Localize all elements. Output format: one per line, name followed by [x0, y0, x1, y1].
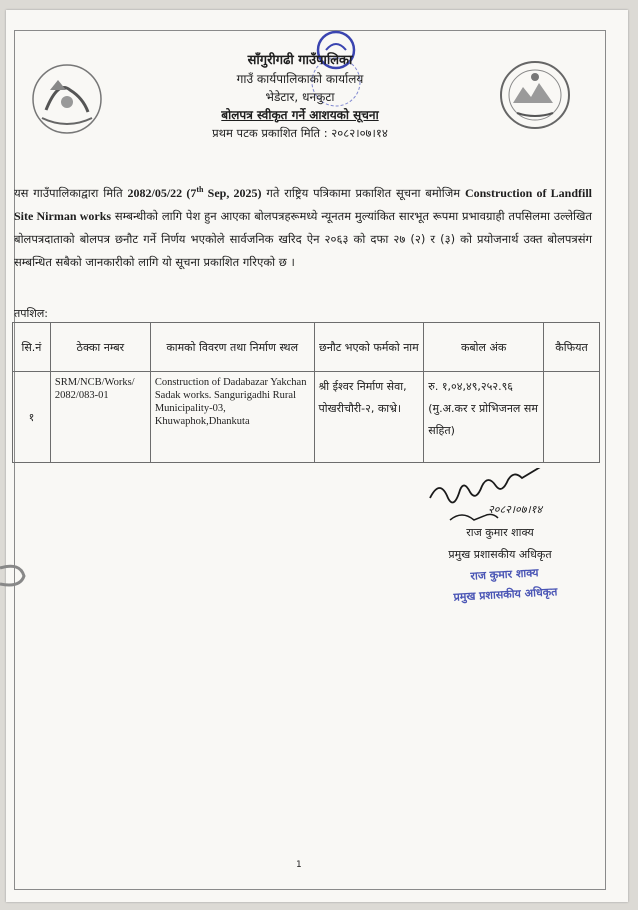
binder-clip-icon	[0, 560, 30, 590]
cell-remarks	[544, 372, 600, 463]
cell-contract-no: SRM/NCB/Works/ 2082/083-01	[50, 372, 150, 463]
municipality-logo-icon	[495, 55, 575, 133]
table-label: तपशिल:	[14, 307, 49, 320]
cell-bid-amount: रु. १,०४,४९,२५२.९६ (मु.अ.कर र प्रोभिजनल सम सहित)	[424, 372, 544, 463]
bid-table	[12, 322, 600, 463]
table-header-row	[13, 323, 600, 372]
table-row	[13, 372, 600, 463]
col-header-amount: कबोल अंक	[424, 323, 544, 372]
project-name: Construction of Landfill Site Nirman works	[14, 186, 593, 223]
nepal-emblem-icon	[28, 60, 106, 138]
cell-sn: १	[13, 372, 51, 463]
notice-date: 2082/05/22 (7th Sep, 2025)	[127, 185, 262, 200]
signatory-block	[430, 522, 570, 566]
name-stamp	[439, 562, 571, 609]
notice-body	[14, 178, 592, 274]
stamp-name: राज कुमार शाक्य	[470, 566, 539, 583]
col-header-remarks: कैफियत	[544, 323, 600, 372]
cell-description: Construction of Dadabazar Yakchan Sadak works. Sangurigadhi Rural Municipality-03, Khuwaphok,Dhankuta	[150, 372, 314, 463]
signed-date: २०८२।०७।१४	[488, 503, 543, 516]
col-header-firm: छनौट भएको फर्मको नाम	[314, 323, 424, 372]
cell-firm: श्री ईश्वर निर्माण सेवा, पोखरीचौरी-२, काभ्रे।	[314, 372, 424, 463]
col-header-sn: सि.नं	[13, 323, 51, 372]
page-number: 1	[296, 860, 302, 870]
office-address: भेडेटार, धनकुटा	[265, 90, 335, 104]
notice-title: बोलपत्र स्वीकृत गर्ने आशयको सूचना	[221, 108, 379, 122]
publish-date: प्रथम पटक प्रकाशित मिति : २०८२।०७।१४	[212, 126, 388, 140]
col-header-contract: ठेक्का नम्बर	[50, 323, 150, 372]
notice-text-3: सम्बन्धीको लागि पेश हुन आएका बोलपत्रहरूमध्ये न्यूनतम मुल्यांकित सारभूत रूपमा प्रभावग्राही तपसिलमा उल्लेखित बोलपत्रदाताको बोलपत्र छनौट गर्ने निर्णय भएकोले सार्वजनिक खरिद ऐन २०६३ को दफा २७ (२) र (३) को प्रयोजनार्थ उक्त बोलपत्रसंग सम्बन्धित सबैको जानकारीको लागि यो सूचना प्रकाशित गरिएको छ ।	[14, 209, 593, 269]
col-header-description: कामको विवरण तथा निर्माण स्थल	[150, 323, 314, 372]
notice-text-2: गते राष्ट्रिय पत्रिकामा प्रकाशित सूचना बमोजिम	[261, 186, 465, 200]
stamp-designation: प्रमुख प्रशासकीय अधिकृत	[453, 585, 558, 604]
office-header	[150, 52, 450, 142]
office-name: गाउँ कार्यपालिकाको कार्यालय	[236, 72, 364, 86]
signatory-designation: प्रमुख प्रशासकीय अधिकृत	[448, 548, 552, 561]
signatory-name: राज कुमार शाक्य	[466, 526, 534, 539]
municipality-name: साँगुरीगढी गाउँपालिका	[247, 53, 353, 68]
notice-text-1: यस गाउँपालिकाद्वारा मिति	[14, 186, 128, 200]
